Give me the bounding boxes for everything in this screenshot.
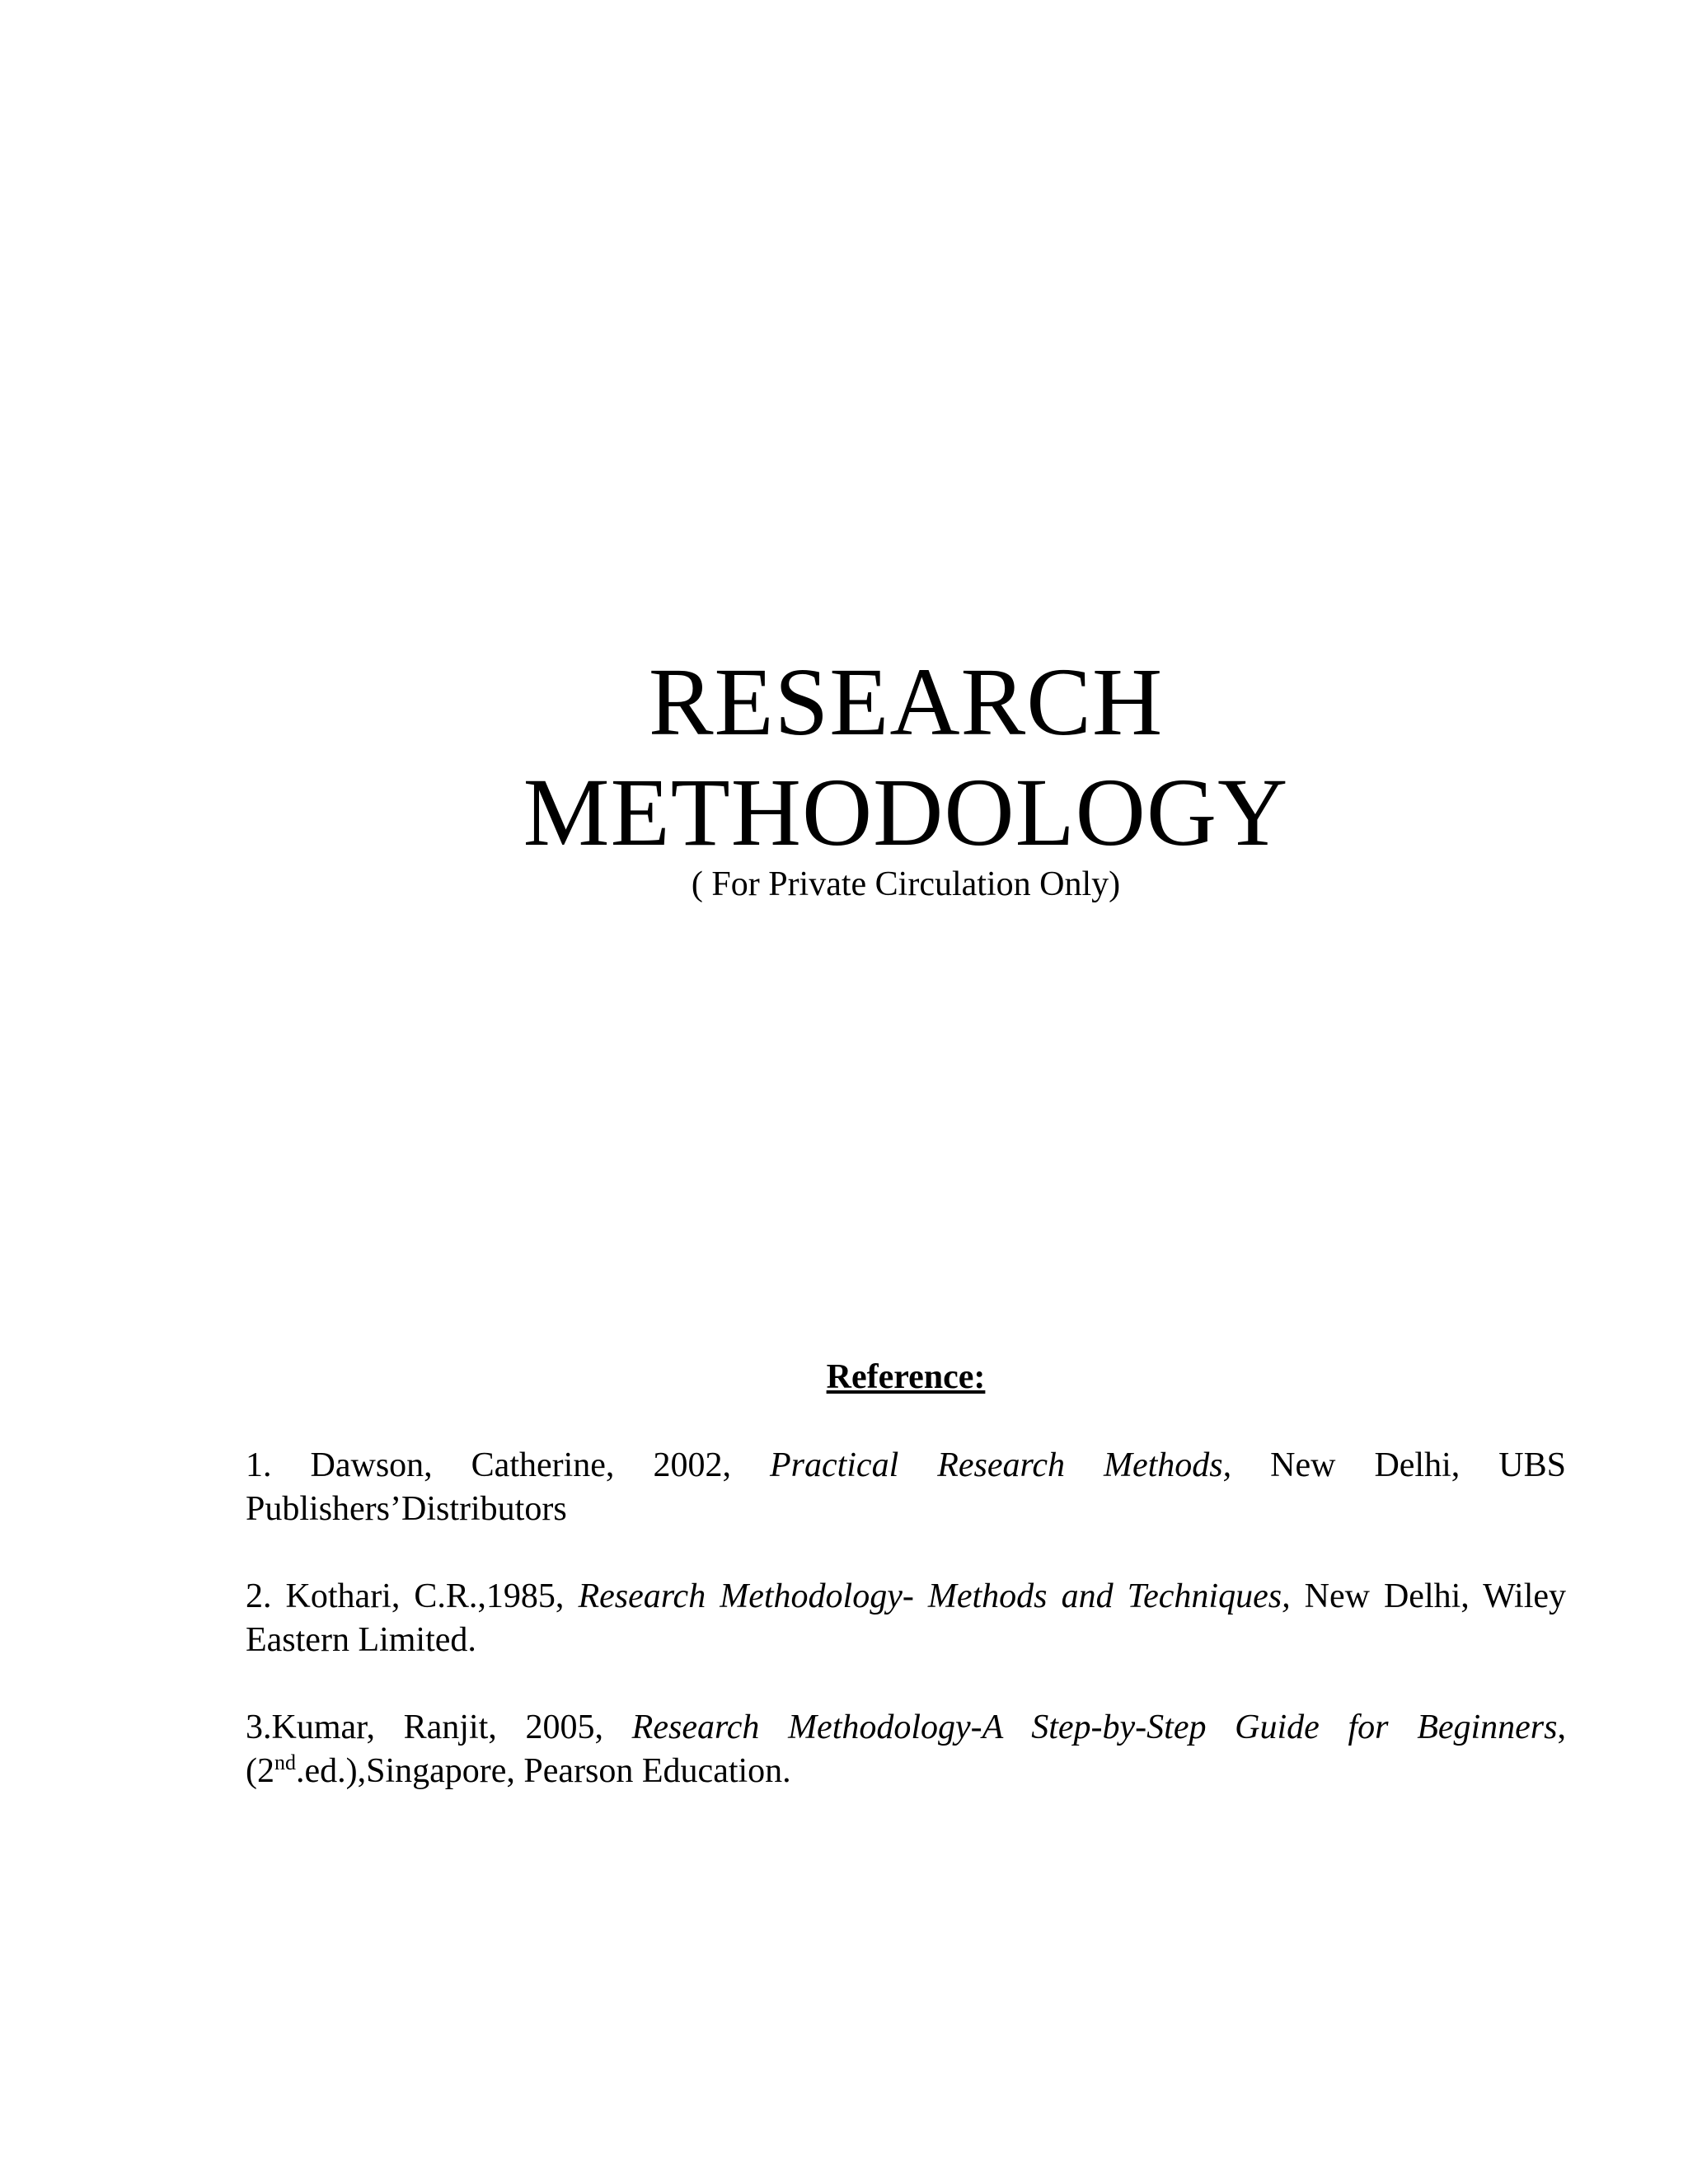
reference-3-suffix-a: ,(2 [246,1708,1566,1790]
reference-1-prefix: 1. Dawson, Catherine, 2002, [246,1446,770,1484]
reference-item-3 [246,1706,1566,1793]
reference-3-prefix: 3.Kumar, Ranjit, 2005, [246,1708,632,1746]
reference-1-title: Practical Research Methods, [769,1446,1232,1484]
reference-1-suffix: New Delhi, UBS Publishers’Distributors [246,1446,1566,1528]
reference-2-title: Research Methodology- Methods and Techniques, [578,1577,1291,1615]
reference-item-1 [246,1444,1566,1531]
document-title [0,647,1688,868]
title-line-1: RESEARCH [648,648,1164,756]
reference-3-title: Research Methodology-A Step-by-Step Guide for Beginners [631,1708,1558,1746]
reference-item-2 [246,1575,1566,1662]
reference-2-prefix: 2. Kothari, C.R.,1985, [246,1577,579,1615]
reference-heading: Reference: [826,1358,986,1396]
reference-3-superscript: nd [274,1750,296,1774]
reference-3-suffix-b: .ed.),Singapore, Pearson Education. [296,1752,791,1790]
title-line-2: METHODOLOGY [523,758,1289,866]
reference-2-suffix: New Delhi, Wiley Eastern Limited. [246,1577,1567,1659]
document-subtitle: ( For Private Circulation Only) [691,865,1121,903]
